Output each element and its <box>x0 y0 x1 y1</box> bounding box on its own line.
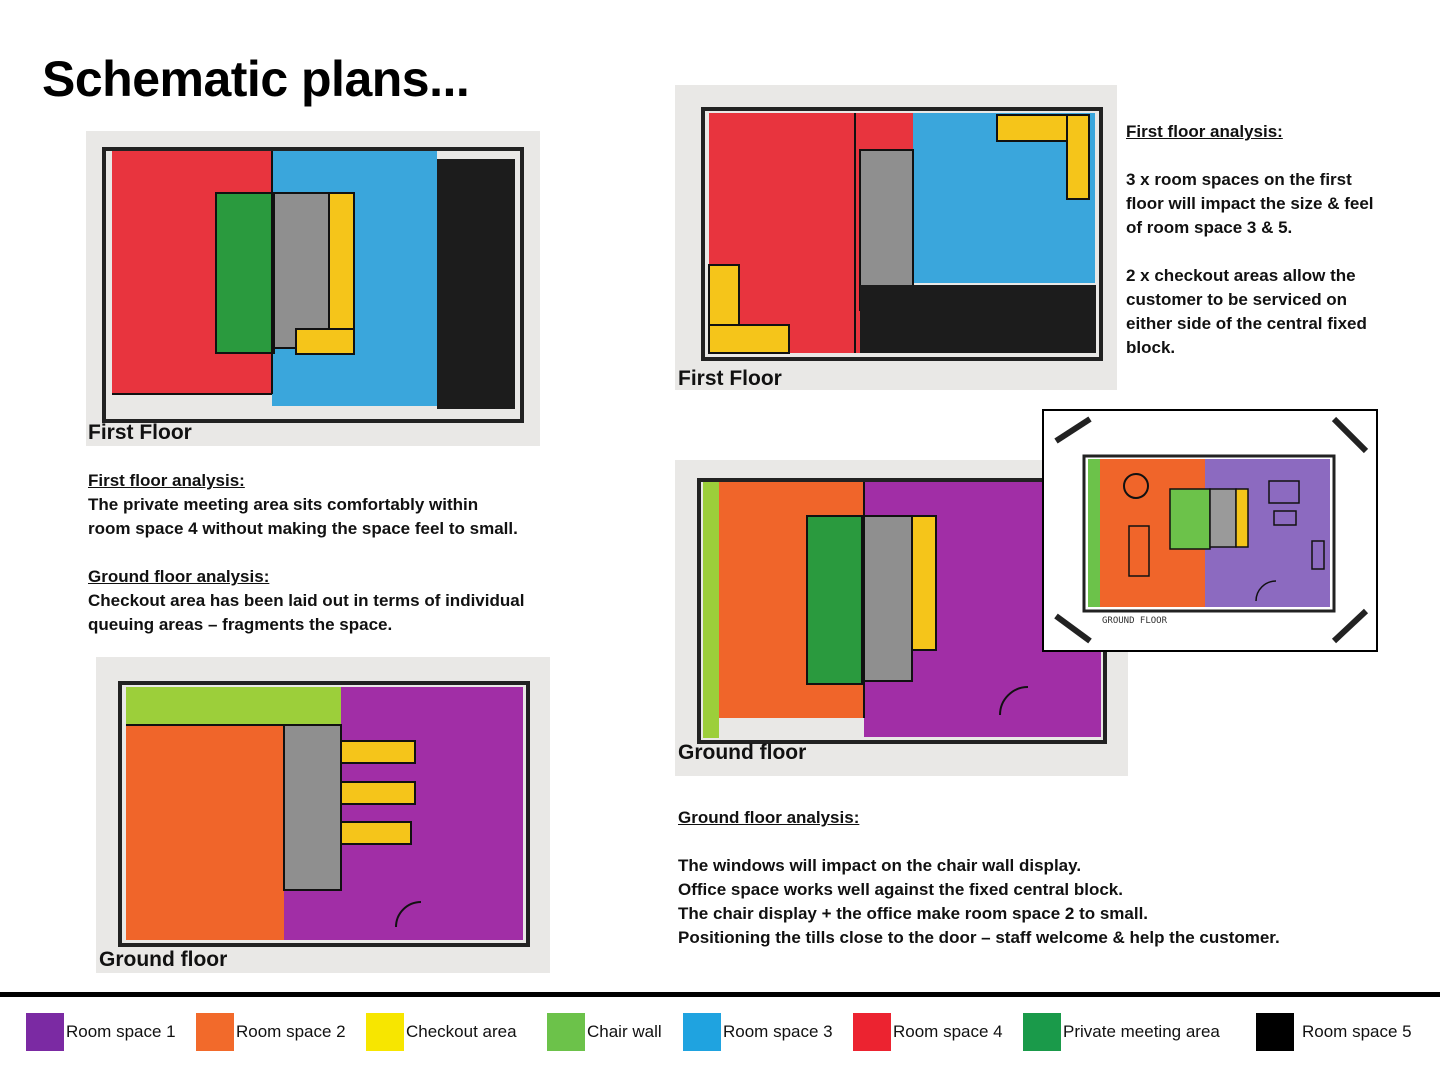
right-ground-heading: Ground floor analysis: <box>678 808 860 827</box>
left-first-heading: First floor analysis: <box>88 471 245 490</box>
first-floor-plan-b <box>675 85 1117 390</box>
legend-swatch <box>683 1013 721 1051</box>
page-title: Schematic plans... <box>42 51 470 107</box>
legend-swatch <box>547 1013 585 1051</box>
right-first-line: block. <box>1126 338 1176 357</box>
ground-floor-plan-b-label: Ground floor <box>678 741 807 764</box>
first-floor-plan-a <box>86 131 540 446</box>
right-first-line: 2 x checkout areas allow the <box>1126 266 1356 285</box>
legend-label: Room space 1 <box>66 1022 176 1041</box>
left-ground-line: queuing areas – fragments the space. <box>88 615 393 634</box>
legend-label: Checkout area <box>406 1022 517 1041</box>
first-floor-plan-b-label: First Floor <box>678 367 782 390</box>
left-first-line: room space 4 without making the space feel to small. <box>88 519 518 538</box>
right-ground-line: Office space works well against the fixed central block. <box>678 880 1123 899</box>
legend-label: Room space 3 <box>723 1022 833 1041</box>
legend-swatch <box>1256 1013 1294 1051</box>
legend-item <box>547 1013 662 1051</box>
ground-floor-sketch-drawing <box>1044 411 1376 650</box>
legend-item <box>366 1013 517 1051</box>
legend-swatch <box>196 1013 234 1051</box>
ground-floor-plan-a <box>96 657 550 973</box>
ground-floor-sketch-inset <box>1042 409 1378 652</box>
legend-item <box>196 1013 346 1051</box>
legend-label: Room space 2 <box>236 1022 346 1041</box>
legend-label: Chair wall <box>587 1022 662 1041</box>
legend-item <box>1256 1013 1412 1051</box>
right-ground-line: The chair display + the office make room space 2 to small. <box>678 904 1149 923</box>
legend-item <box>1023 1013 1220 1051</box>
legend <box>0 1013 1440 1053</box>
ground-floor-plan-a-drawing <box>96 657 550 973</box>
legend-swatch <box>366 1013 404 1051</box>
left-ground-heading: Ground floor analysis: <box>88 567 270 586</box>
left-analysis-text <box>88 469 568 637</box>
right-first-line: 3 x room spaces on the first <box>1126 170 1352 189</box>
left-ground-line: Checkout area has been laid out in terms of individual <box>88 591 525 610</box>
first-floor-plan-a-drawing <box>86 131 540 446</box>
first-floor-plan-a-label: First Floor <box>88 421 192 444</box>
ground-floor-plan-a-label: Ground floor <box>99 948 228 971</box>
legend-label: Room space 5 <box>1302 1022 1412 1041</box>
right-first-line: customer to be serviced on <box>1126 290 1348 309</box>
right-ground-line: The windows will impact on the chair wall display. <box>678 856 1082 875</box>
right-first-analysis-text <box>1126 120 1426 360</box>
legend-label: Private meeting area <box>1063 1022 1220 1041</box>
legend-swatch <box>853 1013 891 1051</box>
legend-item <box>26 1013 176 1051</box>
legend-swatch <box>26 1013 64 1051</box>
legend-label: Room space 4 <box>893 1022 1003 1041</box>
first-floor-plan-b-drawing <box>675 85 1117 390</box>
right-first-line: of room space 3 & 5. <box>1126 218 1293 237</box>
ground-floor-sketch-label: GROUND FLOOR <box>1102 616 1168 626</box>
right-ground-analysis-text <box>678 806 1398 950</box>
right-first-line: either side of the central fixed <box>1126 314 1367 333</box>
legend-item <box>853 1013 1003 1051</box>
legend-item <box>683 1013 833 1051</box>
right-first-heading: First floor analysis: <box>1126 122 1283 141</box>
legend-divider <box>0 992 1440 997</box>
left-first-line: The private meeting area sits comfortably within <box>88 495 479 514</box>
right-first-line: floor will impact the size & feel <box>1126 194 1374 213</box>
right-ground-line: Positioning the tills close to the door – staff welcome & help the customer. <box>678 928 1280 947</box>
legend-swatch <box>1023 1013 1061 1051</box>
